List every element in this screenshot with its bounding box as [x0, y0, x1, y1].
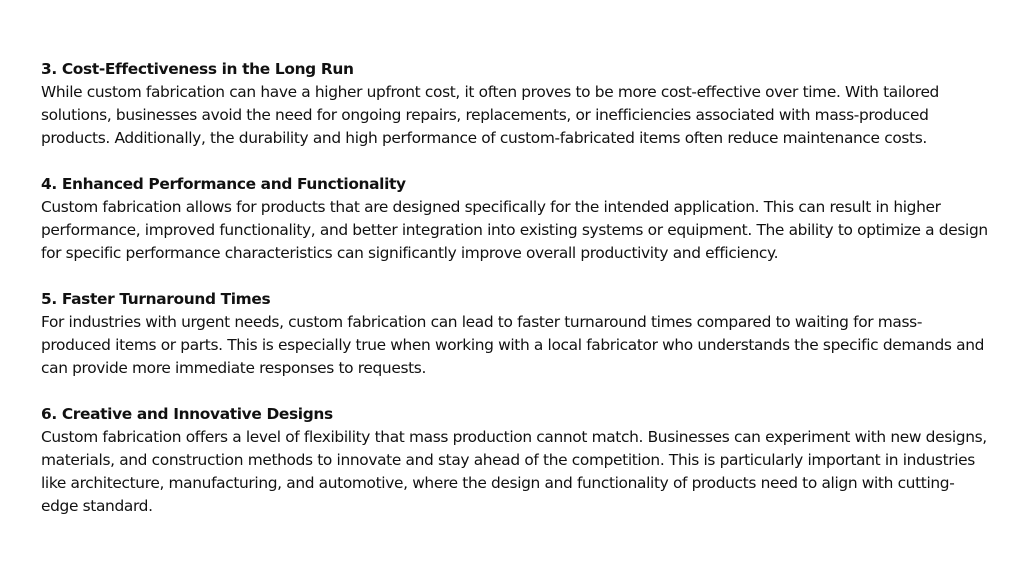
section-cost-effectiveness — [41, 58, 991, 150]
section-faster-turnaround — [41, 288, 991, 380]
section-body: While custom fabrication can have a higher upfront cost, it often proves to be more cost-effective over time. With tailored solutions, businesses avoid the need for ongoing repairs, replacements, or inefficiencies associated with mass-produced products. Additionally, the durability and high performance of custom-fabricated items often reduce maintenance costs. — [41, 83, 939, 147]
section-body: Custom fabrication allows for products that are designed specifically for the intended application. This can result in higher performance, improved functionality, and better integration into existing systems or equipment. The ability to optimize a design for specific performance characteristics can significantly improve overall productivity and efficiency. — [41, 198, 988, 262]
slide-content — [41, 58, 991, 518]
section-heading: 3. Cost-Effectiveness in the Long Run — [41, 60, 354, 78]
section-heading: 6. Creative and Innovative Designs — [41, 405, 333, 423]
section-heading: 4. Enhanced Performance and Functionality — [41, 175, 406, 193]
section-heading: 5. Faster Turnaround Times — [41, 290, 271, 308]
section-enhanced-performance — [41, 173, 991, 265]
section-body: Custom fabrication offers a level of flexibility that mass production cannot match. Businesses can experiment with new designs, materials, and construction methods to innovate and stay ahead of the competition. This is particularly important in industries like architecture, manufacturing, and automotive, where the design and functionality of products need to align with cutting-edge standard. — [41, 428, 987, 515]
section-body: For industries with urgent needs, custom fabrication can lead to faster turnaround times compared to waiting for mass-produced items or parts. This is especially true when working with a local fabricator who understands the specific demands and can provide more immediate responses to requests. — [41, 313, 985, 377]
section-creative-designs — [41, 403, 991, 518]
